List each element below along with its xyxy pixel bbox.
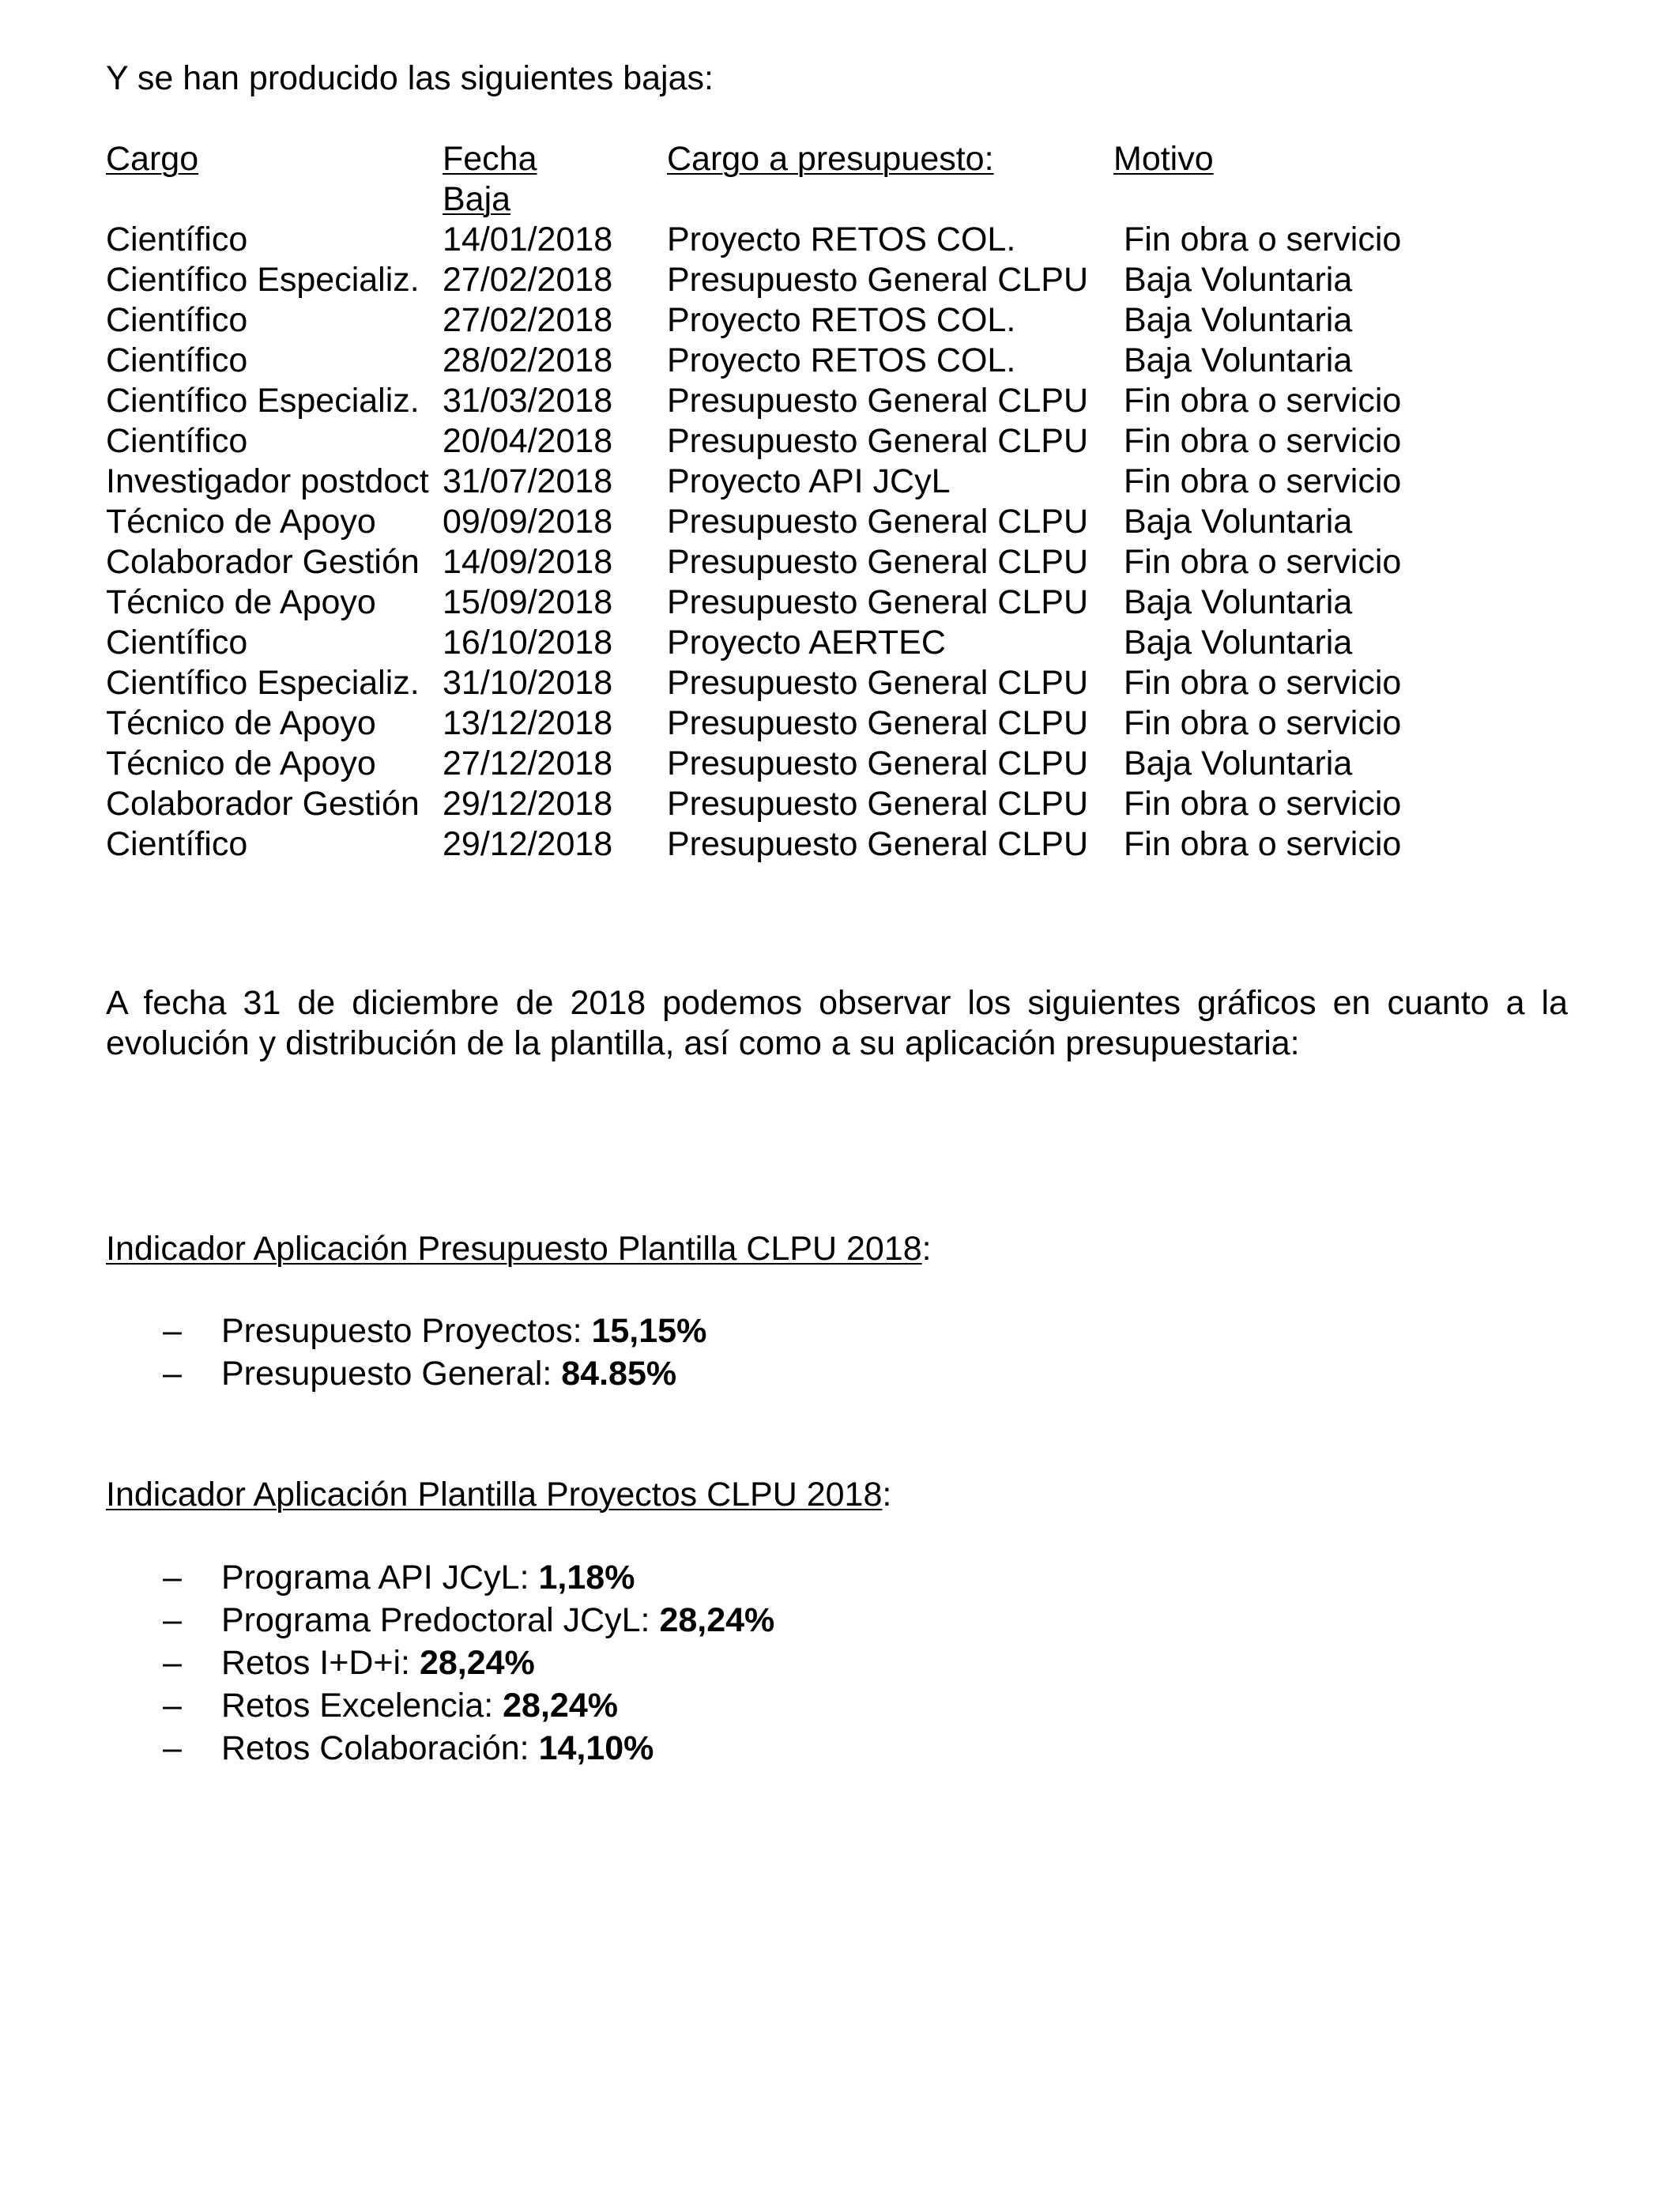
cell-fecha: 29/12/2018 xyxy=(443,825,613,863)
cell-motivo: Fin obra o servicio xyxy=(1124,785,1402,823)
list-item-text xyxy=(221,1354,676,1394)
indicator2-title: Indicador Aplicación Plantilla Proyectos CLPU 2018 xyxy=(106,1476,883,1514)
cell-cargo: Técnico de Apoyo xyxy=(106,745,376,782)
list-item-value: 28,24% xyxy=(419,1644,535,1682)
header-fecha-line2: Baja xyxy=(443,180,511,218)
cell-fecha: 15/09/2018 xyxy=(443,583,613,621)
cell-cargo: Científico xyxy=(106,422,248,460)
list-item-text xyxy=(221,1728,654,1769)
cell-motivo: Fin obra o servicio xyxy=(1124,704,1402,742)
cell-motivo: Fin obra o servicio xyxy=(1124,382,1402,420)
header-motivo: Motivo xyxy=(1113,140,1214,178)
list-item-label: Retos Excelencia: xyxy=(221,1687,503,1725)
cell-presupuesto: Proyecto AERTEC xyxy=(667,624,946,662)
cell-fecha: 31/03/2018 xyxy=(443,382,613,420)
cell-fecha: 13/12/2018 xyxy=(443,704,613,742)
cell-fecha: 20/04/2018 xyxy=(443,422,613,460)
cell-presupuesto: Presupuesto General CLPU xyxy=(667,422,1089,460)
list-item-text xyxy=(221,1686,618,1726)
cell-cargo: Científico xyxy=(106,624,248,662)
list-dash: – xyxy=(163,1644,182,1682)
indicator1-colon: : xyxy=(921,1230,932,1268)
cell-motivo: Baja Voluntaria xyxy=(1124,624,1353,662)
list-item-value: 15,15% xyxy=(591,1312,707,1350)
indicator1-heading xyxy=(106,1229,932,1269)
cell-presupuesto: Presupuesto General CLPU xyxy=(667,825,1089,863)
cell-presupuesto: Presupuesto General CLPU xyxy=(667,704,1089,742)
list-item-text xyxy=(221,1643,535,1683)
cell-fecha: 27/02/2018 xyxy=(443,301,613,339)
cell-fecha: 16/10/2018 xyxy=(443,624,613,662)
header-fecha-line1: Fecha xyxy=(443,140,537,178)
cell-cargo: Colaborador Gestión xyxy=(106,785,420,823)
cell-cargo: Científico Especializ. xyxy=(106,261,420,299)
list-item-label: Presupuesto General: xyxy=(221,1355,562,1393)
list-item-value: 14,10% xyxy=(538,1729,654,1767)
header-fecha-baja xyxy=(443,139,537,220)
cell-presupuesto: Presupuesto General CLPU xyxy=(667,503,1089,541)
cell-presupuesto: Presupuesto General CLPU xyxy=(667,664,1089,702)
header-cargo: Cargo xyxy=(106,140,199,178)
cell-motivo: Fin obra o servicio xyxy=(1124,825,1402,863)
cell-cargo: Científico xyxy=(106,221,248,258)
cell-fecha: 27/02/2018 xyxy=(443,261,613,299)
summary-paragraph: A fecha 31 de diciembre de 2018 podemos observar los siguientes gráficos en cuanto a la evolución y distribución de la plantilla, así como a su aplicación presupuestaria: xyxy=(106,984,1568,1062)
cell-cargo: Científico xyxy=(106,301,248,339)
list-dash: – xyxy=(163,1312,182,1350)
list-item-label: Presupuesto Proyectos: xyxy=(221,1312,592,1350)
cell-fecha: 29/12/2018 xyxy=(443,785,613,823)
header-presupuesto: Cargo a presupuesto: xyxy=(667,140,994,178)
cell-motivo: Baja Voluntaria xyxy=(1124,261,1353,299)
list-item-value: 28,24% xyxy=(659,1601,775,1639)
cell-fecha: 14/01/2018 xyxy=(443,221,613,258)
cell-motivo: Baja Voluntaria xyxy=(1124,503,1353,541)
indicator2-colon: : xyxy=(882,1476,892,1514)
cell-cargo: Científico Especializ. xyxy=(106,664,420,702)
intro-text: Y se han producido las siguientes bajas: xyxy=(106,59,714,97)
list-item-text xyxy=(221,1311,706,1351)
list-item-value: 28,24% xyxy=(503,1687,618,1725)
list-item-text xyxy=(221,1558,635,1598)
cell-cargo: Técnico de Apoyo xyxy=(106,704,376,742)
list-item-value: 1,18% xyxy=(538,1559,635,1596)
cell-fecha: 27/12/2018 xyxy=(443,745,613,782)
cell-cargo: Científico xyxy=(106,825,248,863)
cell-motivo: Fin obra o servicio xyxy=(1124,462,1402,500)
cell-presupuesto: Presupuesto General CLPU xyxy=(667,745,1089,782)
list-item-text xyxy=(221,1600,774,1641)
cell-presupuesto: Proyecto RETOS COL. xyxy=(667,221,1016,258)
cell-presupuesto: Presupuesto General CLPU xyxy=(667,583,1089,621)
list-dash: – xyxy=(163,1601,182,1639)
list-item-value: 84.85% xyxy=(561,1355,677,1393)
cell-motivo: Baja Voluntaria xyxy=(1124,301,1353,339)
cell-presupuesto: Proyecto RETOS COL. xyxy=(667,341,1016,379)
list-item-label: Retos Colaboración: xyxy=(221,1729,539,1767)
list-item-label: Programa Predoctoral JCyL: xyxy=(221,1601,660,1639)
list-item-label: Programa API JCyL: xyxy=(221,1559,539,1596)
indicator1-title: Indicador Aplicación Presupuesto Plantilla CLPU 2018 xyxy=(106,1230,922,1268)
list-dash: – xyxy=(163,1355,182,1393)
cell-fecha: 14/09/2018 xyxy=(443,543,613,581)
list-dash: – xyxy=(163,1559,182,1596)
list-dash: – xyxy=(163,1687,182,1725)
cell-cargo: Científico Especializ. xyxy=(106,382,420,420)
cell-motivo: Fin obra o servicio xyxy=(1124,664,1402,702)
cell-fecha: 09/09/2018 xyxy=(443,503,613,541)
indicator2-heading xyxy=(106,1475,891,1515)
cell-motivo: Fin obra o servicio xyxy=(1124,422,1402,460)
cell-cargo: Técnico de Apoyo xyxy=(106,503,376,541)
cell-presupuesto: Proyecto RETOS COL. xyxy=(667,301,1016,339)
list-dash: – xyxy=(163,1729,182,1767)
cell-presupuesto: Proyecto API JCyL xyxy=(667,462,951,500)
cell-cargo: Colaborador Gestión xyxy=(106,543,420,581)
cell-motivo: Fin obra o servicio xyxy=(1124,221,1402,258)
cell-cargo: Técnico de Apoyo xyxy=(106,583,376,621)
cell-motivo: Baja Voluntaria xyxy=(1124,341,1353,379)
cell-fecha: 31/10/2018 xyxy=(443,664,613,702)
cell-cargo: Investigador postdoct xyxy=(106,462,429,500)
cell-motivo: Baja Voluntaria xyxy=(1124,583,1353,621)
cell-presupuesto: Presupuesto General CLPU xyxy=(667,785,1089,823)
cell-fecha: 31/07/2018 xyxy=(443,462,613,500)
cell-cargo: Científico xyxy=(106,341,248,379)
cell-presupuesto: Presupuesto General CLPU xyxy=(667,382,1089,420)
cell-motivo: Baja Voluntaria xyxy=(1124,745,1353,782)
cell-presupuesto: Presupuesto General CLPU xyxy=(667,261,1089,299)
cell-presupuesto: Presupuesto General CLPU xyxy=(667,543,1089,581)
cell-fecha: 28/02/2018 xyxy=(443,341,613,379)
list-item-label: Retos I+D+i: xyxy=(221,1644,420,1682)
cell-motivo: Fin obra o servicio xyxy=(1124,543,1402,581)
